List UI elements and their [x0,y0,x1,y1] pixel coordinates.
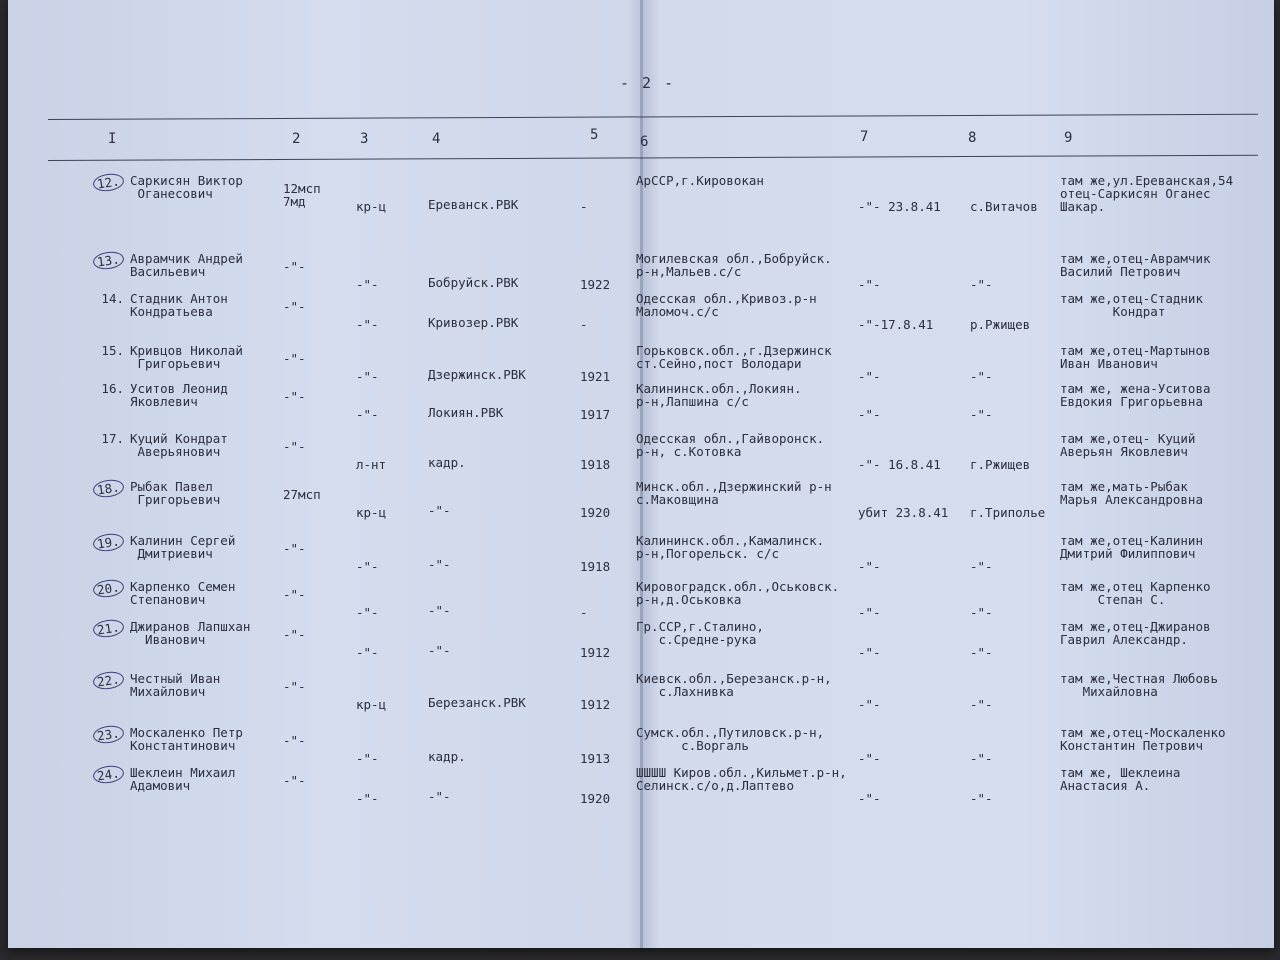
header-rule-bottom [48,155,1258,161]
header-rule-top [48,114,1258,120]
cell-c8: -"- [970,559,993,574]
row-number: 20. [88,580,124,597]
cell-c6: Одесская обл.,Гайворонск. р-н, с.Котовка [636,431,825,459]
row-number: 15. [101,343,124,358]
cell-c5: 1913 [580,751,611,766]
cell-c2: -"- [283,773,306,788]
cell-c4: Ереванск.РВК [428,197,519,212]
cell-c5: 1922 [580,277,611,292]
cell-c6: Кировоградск.обл.,Оськовск. р-н,д.Оськовка [636,579,840,607]
cell-c6: Гр.ССР,г.Сталино, с.Средне-рука [636,619,764,647]
cell-c5: 1912 [580,697,611,712]
row-number: 23. [88,726,124,743]
column-number-7: 7 [860,129,869,145]
person-name: Москаленко Петр Константинович [130,725,243,753]
cell-c2: -"- [283,541,306,556]
cell-c7: -"- [858,751,881,766]
cell-c3: -"- [356,751,379,766]
cell-c6: Могилевская обл.,Бобруйск. р-н,Мальев.с/с [636,251,832,279]
cell-c8: -"- [970,697,993,712]
cell-c7: -"- [858,645,881,660]
cell-c4: -"- [428,789,451,804]
cell-c2: -"- [283,259,306,274]
cell-c8: -"- [970,645,993,660]
cell-c5: 1920 [580,505,611,520]
cell-c2: -"- [283,389,306,404]
cell-c5: 1921 [580,369,611,384]
cell-c4: -"- [428,603,451,618]
cell-c3: -"- [356,605,379,620]
cell-c7: -"- [858,559,881,574]
cell-c5: - [580,605,588,620]
cell-c6: АрССР,г.Кировокан [636,173,764,188]
cell-c3: л-нт [356,457,387,472]
cell-c2: 27мсп [283,487,321,502]
cell-c4: -"- [428,503,451,518]
cell-c4: -"- [428,557,451,572]
cell-c3: кр-ц [356,505,387,520]
cell-c7: убит 23.8.41 [858,505,949,520]
cell-c8: -"- [970,605,993,620]
row-number: 17. [101,431,124,446]
cell-c7: -"- [858,369,881,384]
column-number-1: I [108,131,117,147]
row-number: 19. [88,534,124,551]
person-name: Калинин Сергей Дмитриевич [130,533,236,561]
person-name: Кривцов Николай Григорьевич [130,343,243,371]
cell-c4: кадр. [428,455,466,470]
cell-c6: Калининск.обл.,Камалинск. р-н,Погорельск. с/с [636,533,825,561]
cell-c4: Дзержинск.РВК [428,367,526,382]
cell-c2: -"- [283,439,306,454]
cell-c5: 1918 [580,559,611,574]
cell-c8: -"- [970,791,993,806]
column-number-2: 2 [292,131,301,147]
cell-c4: Локиян.РВК [428,405,504,420]
cell-c9: там же,отец-Калинин Дмитрий Филиппович [1060,533,1203,561]
cell-c3: -"- [356,791,379,806]
column-number-3: 3 [360,131,369,147]
cell-c8: г.Триполье [970,505,1046,520]
cell-c3: -"- [356,277,379,292]
cell-c9: там же, Шеклеина Анастасия А. [1060,765,1181,793]
person-name: Рыбак Павел Григорьевич [130,479,221,507]
cell-c7: -"- [858,605,881,620]
person-name: Честный Иван Михайлович [130,671,221,699]
row-number: 21. [88,620,124,637]
cell-c6: Одесская обл.,Кривоз.р-н Маломоч.с/с [636,291,817,319]
cell-c5: 1920 [580,791,611,806]
cell-c9: там же,ул.Ереванская,54 отец-Саркисян Оганес Шакар. [1060,173,1234,214]
person-name: Шеклеин Михаил Адамович [130,765,236,793]
cell-c6: Киевск.обл.,Березанск.р-н, с.Лахнивка [636,671,832,699]
cell-c5: 1918 [580,457,611,472]
cell-c4: Бобруйск.РВК [428,275,519,290]
person-name: Уситов Леонид Яковлевич [130,381,228,409]
cell-c3: кр-ц [356,199,387,214]
cell-c6: Сумск.обл.,Путиловск.р-н, с.Воргаль [636,725,825,753]
cell-c9: там же,отец Карпенко Степан С. [1060,579,1211,607]
person-name: Саркисян Виктор Оганесович [130,173,243,201]
cell-c7: -"-17.8.41 [858,317,934,332]
cell-c7: -"- 16.8.41 [858,457,941,472]
cell-c5: 1912 [580,645,611,660]
row-number: 16. [101,381,124,396]
cell-c9: там же,отец-Мартынов Иван Иванович [1060,343,1211,371]
cell-c8: -"- [970,277,993,292]
cell-c8: -"- [970,751,993,766]
row-number: 24. [88,766,124,783]
cell-c5: - [580,317,588,332]
cell-c8: с.Витачов [970,199,1038,214]
column-number-8: 8 [968,130,977,146]
cell-c7: -"- [858,407,881,422]
cell-c7: -"- [858,277,881,292]
cell-c2: -"- [283,299,306,314]
person-name: Стадник Антон Кондратьева [130,291,228,319]
cell-c6: Минск.обл.,Дзержинский р-н с.Маковщина [636,479,832,507]
person-name: Куций Кондрат Аверьянович [130,431,228,459]
column-number-4: 4 [432,131,441,147]
document-sheet [8,0,1274,948]
cell-c4: Березанск.РВК [428,695,526,710]
cell-c6: Горьковск.обл.,г.Дзержинск ст.Сейно,пост Володари [636,343,832,371]
row-number: 18. [88,480,124,497]
cell-c9: там же,отец-Стадник Кондрат [1060,291,1203,319]
cell-c3: -"- [356,645,379,660]
cell-c8: -"- [970,369,993,384]
row-number: 13. [88,252,124,269]
page-number: - 2 - [620,74,676,92]
cell-c3: кр-ц [356,697,387,712]
column-number-6: 6 [640,134,649,150]
column-number-9: 9 [1064,130,1073,146]
cell-c2: -"- [283,733,306,748]
cell-c4: кадр. [428,749,466,764]
cell-c7: -"- [858,697,881,712]
cell-c3: -"- [356,407,379,422]
cell-c9: там же,отец-Джиранов Гаврил Александр. [1060,619,1211,647]
cell-c7: -"- 23.8.41 [858,199,941,214]
person-name: Карпенко Семен Степанович [130,579,236,607]
cell-c9: там же,отец-Москаленко Константин Петрович [1060,725,1226,753]
row-number: 14. [101,291,124,306]
cell-c4: -"- [428,643,451,658]
person-name: Аврамчик Андрей Васильевич [130,251,243,279]
row-number: 12. [88,174,124,191]
cell-c3: -"- [356,317,379,332]
row-number: 22. [88,672,124,689]
person-name: Джиранов Лапшхан Иванович [130,619,251,647]
cell-c2: -"- [283,587,306,602]
cell-c8: -"- [970,407,993,422]
cell-c6: ШШШШ Киров.обл.,Кильмет.р-н, Селинск.с/о,д.Лаптево [636,765,847,793]
cell-c9: там же,отец- Куций Аверьян Яковлевич [1060,431,1196,459]
column-number-5: 5 [590,127,599,143]
cell-c9: там же, жена-Уситова Евдокия Григорьевна [1060,381,1211,409]
cell-c8: р.Ржищев [970,317,1031,332]
cell-c2: -"- [283,351,306,366]
cell-c3: -"- [356,369,379,384]
cell-c2: 12мсп 7мд [283,181,321,209]
cell-c9: там же,Честная Любовь Михайловна [1060,671,1219,699]
cell-c5: - [580,199,588,214]
cell-c2: -"- [283,627,306,642]
cell-c8: г.Ржищев [970,457,1031,472]
cell-c9: там же,мать-Рыбак Марья Александровна [1060,479,1203,507]
cell-c6: Калининск.обл.,Локиян. р-н,Лапшина с/с [636,381,802,409]
cell-c3: -"- [356,559,379,574]
cell-c4: Кривозер.РВК [428,315,519,330]
cell-c9: там же,отец-Аврамчик Василий Петрович [1060,251,1211,279]
cell-c2: -"- [283,679,306,694]
cell-c5: 1917 [580,407,611,422]
cell-c7: -"- [858,791,881,806]
